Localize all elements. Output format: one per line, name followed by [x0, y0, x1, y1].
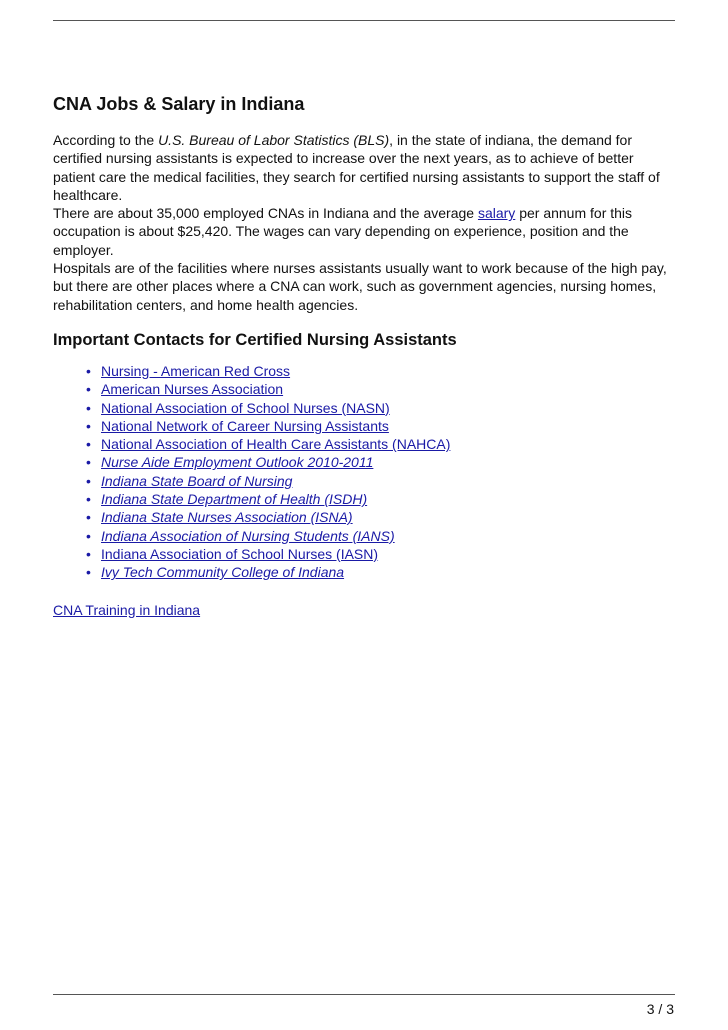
contact-list-item [86, 527, 678, 545]
contact-list-item [86, 472, 678, 490]
contacts-heading: Important Contacts for Certified Nursing Assistants [53, 330, 457, 349]
footer-link-container [53, 601, 678, 619]
contact-link[interactable]: Indiana Association of School Nurses (IASN) [101, 545, 379, 562]
bullet-icon: • [86, 362, 91, 379]
paragraph-salary [53, 204, 678, 259]
bullet-icon: • [86, 436, 91, 453]
contact-list-item [86, 399, 678, 417]
contact-link[interactable]: National Association of Health Care Assistants (NAHCA) [101, 436, 451, 453]
contact-list-item [86, 380, 678, 398]
footer-rule [53, 994, 675, 995]
salary-link[interactable]: salary [477, 205, 516, 222]
contact-link[interactable]: National Network of Career Nursing Assistants [101, 417, 389, 434]
contact-link[interactable]: American Nurses Association [101, 381, 284, 398]
contact-link[interactable]: Nursing - American Red Cross [101, 362, 291, 379]
contact-link[interactable]: Indiana State Department of Health (ISDH) [101, 491, 368, 508]
bullet-icon: • [86, 399, 91, 416]
bullet-icon: • [86, 527, 91, 544]
document-body [53, 92, 678, 619]
contact-link[interactable]: National Association of School Nurses (NASN) [101, 399, 390, 416]
contact-list-item [86, 545, 678, 563]
bullet-icon: • [86, 454, 91, 471]
paragraph-salary-before: There are about 35,000 employed CNAs in Indiana and the average [53, 205, 478, 222]
paragraph-bls [53, 131, 678, 204]
contact-list-item [86, 417, 678, 435]
paragraph-salary-after: per annum for this occupation is about $25,420. The wages can vary depending on experience, position and the employer. [53, 205, 633, 258]
header-rule [53, 20, 675, 21]
paragraph-bls-after: , in the state of indiana, the demand for certified nursing assistants is expected to increase over the next years, as to achieve of better patient care the medical facilities, they search for certified nursing assistants to support the staff of healthcare. [53, 132, 660, 203]
contact-list-item [86, 563, 678, 581]
paragraph-bls-before: According to the [53, 132, 159, 148]
bullet-icon: • [86, 564, 91, 581]
page-number: 3 / 3 [646, 1001, 674, 1017]
bullet-icon: • [86, 545, 91, 562]
bls-reference: U.S. Bureau of Labor Statistics (BLS) [158, 132, 390, 148]
contacts-list [53, 362, 678, 582]
contact-link[interactable]: Indiana State Nurses Association (ISNA) [101, 509, 353, 526]
contact-list-item [86, 508, 678, 526]
cna-training-link[interactable]: CNA Training in Indiana [53, 601, 201, 618]
bullet-icon: • [86, 509, 91, 526]
bullet-icon: • [86, 417, 91, 434]
contact-list-item [86, 435, 678, 453]
page-title: CNA Jobs & Salary in Indiana [53, 94, 305, 114]
contact-link[interactable]: Indiana State Board of Nursing [101, 472, 293, 489]
bullet-icon: • [86, 491, 91, 508]
contact-list-item [86, 490, 678, 508]
contact-link[interactable]: Nurse Aide Employment Outlook 2010-2011 [101, 454, 374, 471]
bullet-icon: • [86, 381, 91, 398]
contact-list-item [86, 362, 678, 380]
contact-list-item [86, 453, 678, 471]
contact-link[interactable]: Ivy Tech Community College of Indiana [101, 564, 345, 581]
contact-link[interactable]: Indiana Association of Nursing Students (IANS) [101, 527, 395, 544]
paragraph-workplaces: Hospitals are of the facilities where nurses assistants usually want to work because of the high pay, but there are other places where a CNA can work, such as government agencies, nursing homes, rehabilitation centers, and home health agencies. [53, 260, 667, 313]
bullet-icon: • [86, 472, 91, 489]
